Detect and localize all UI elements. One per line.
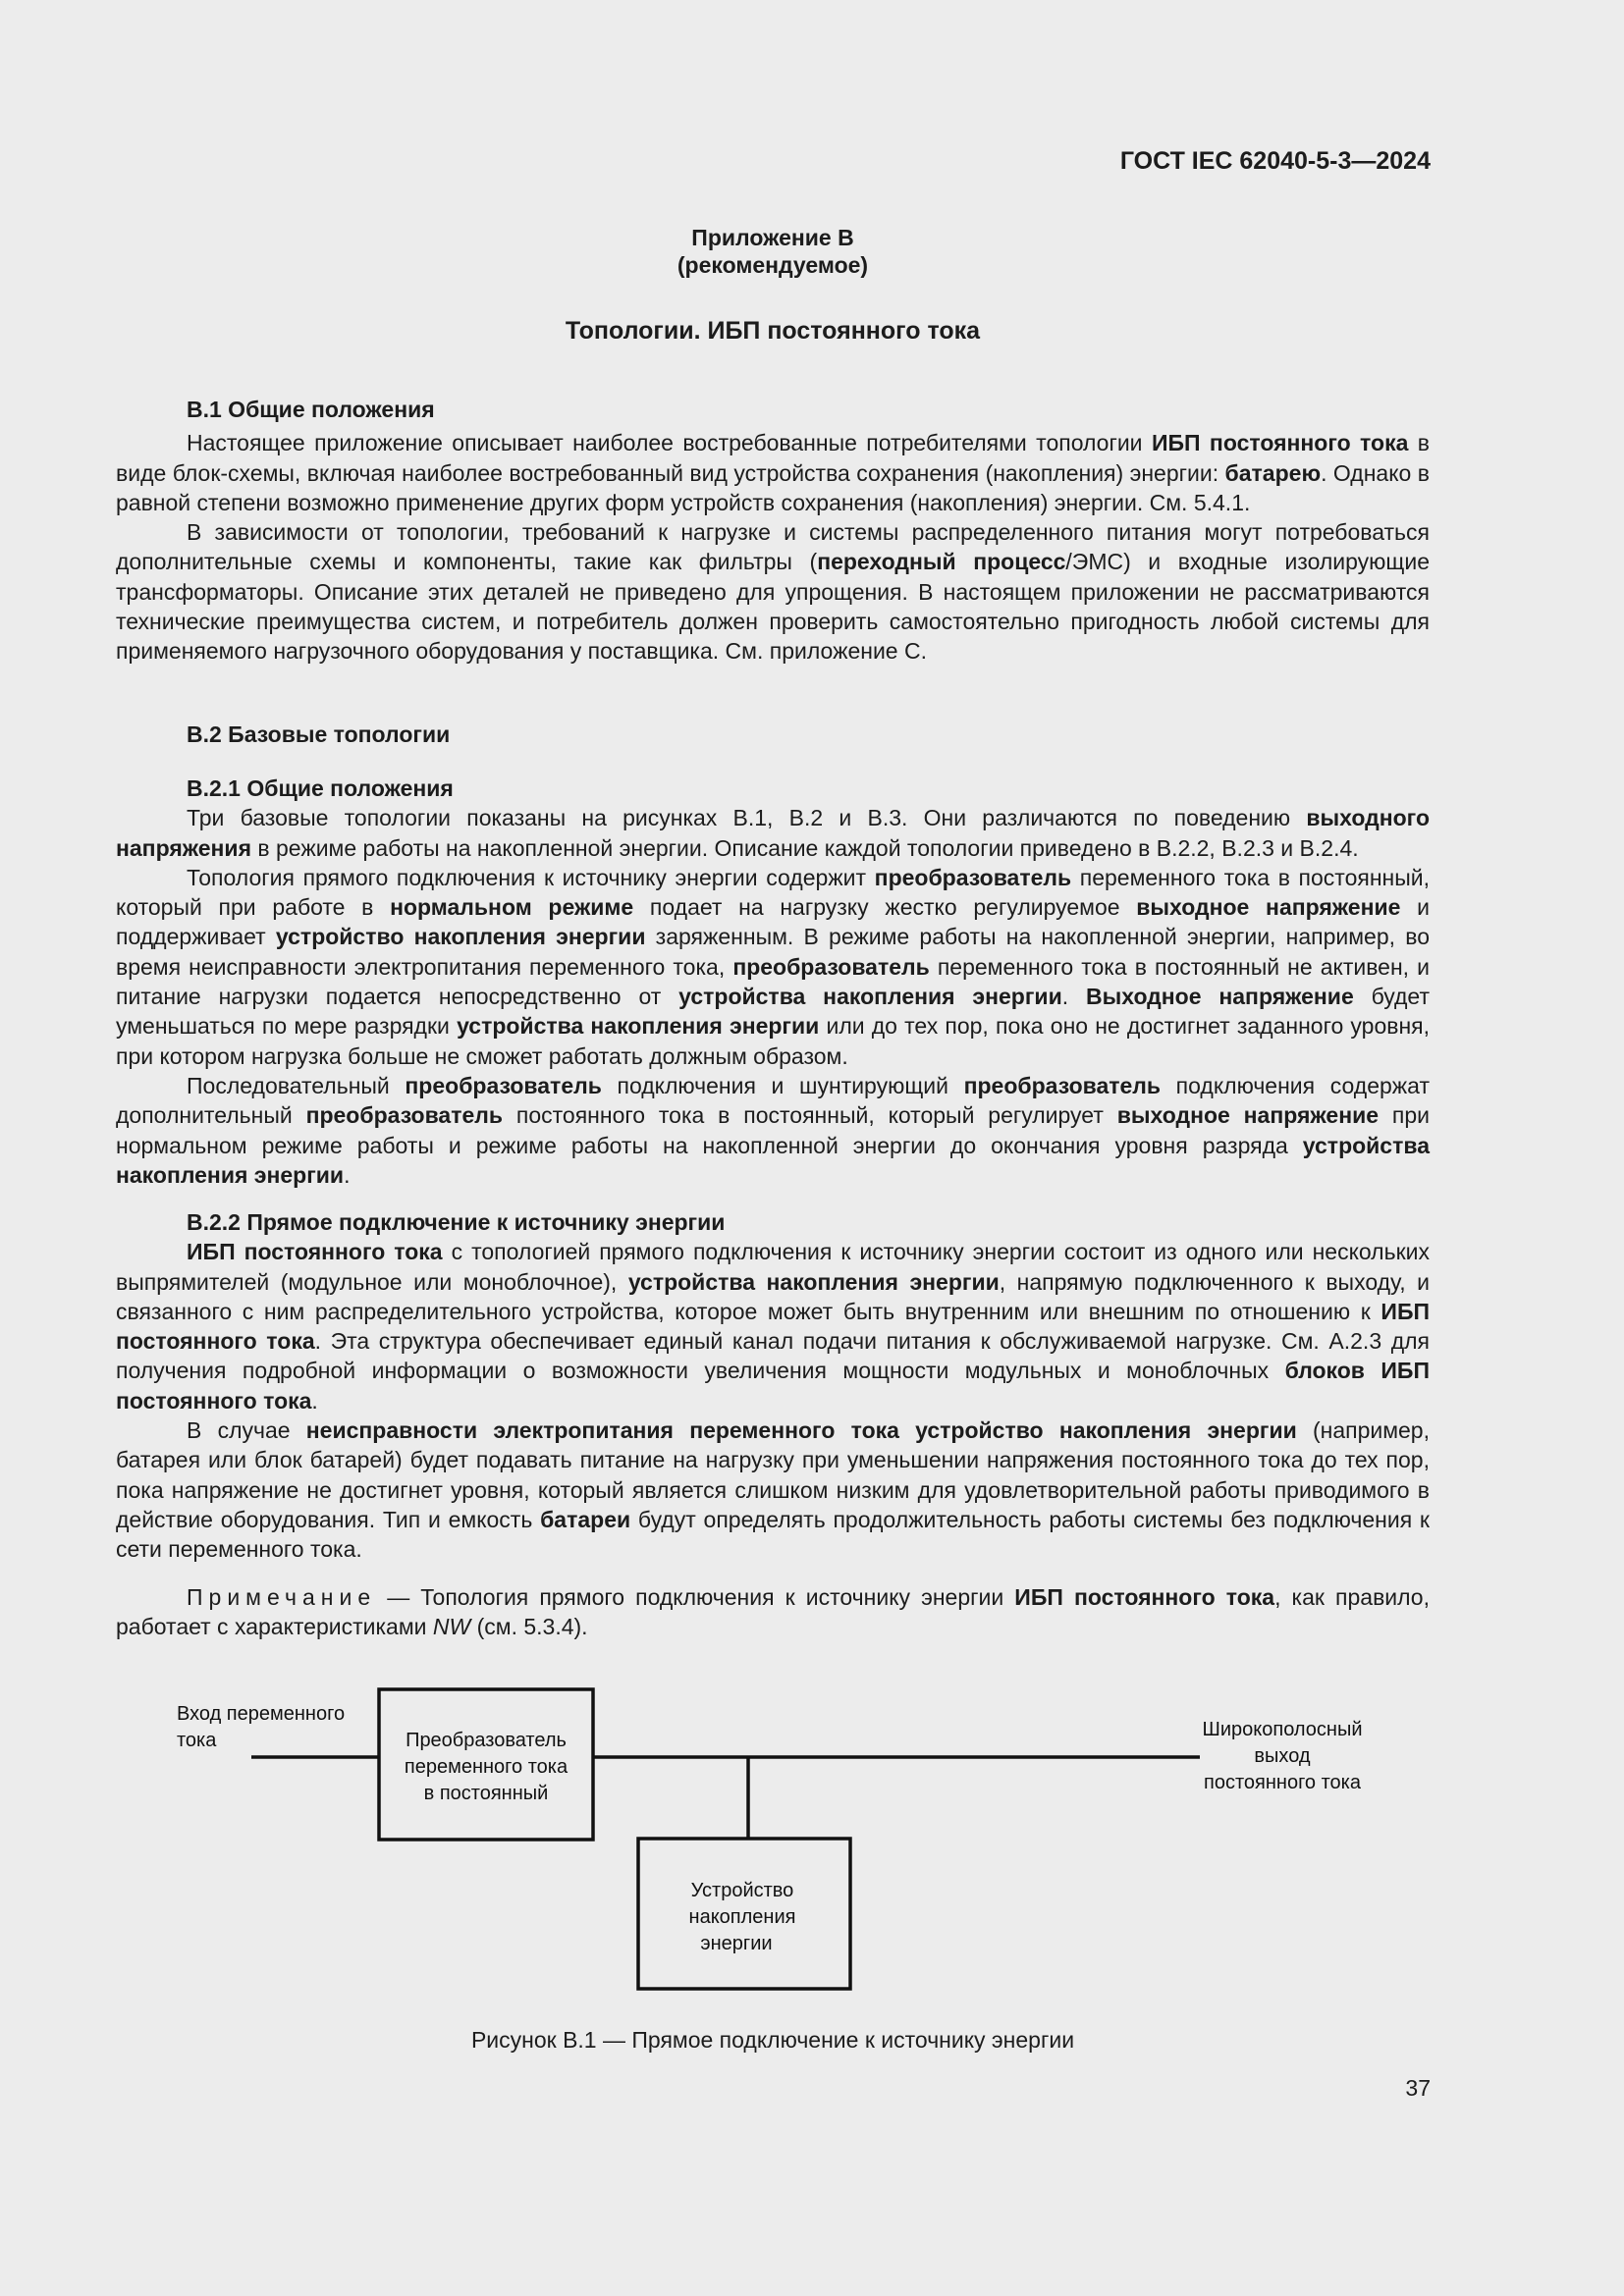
text-run: заряженным. В режиме работы на накопленной энергии, например, во время неисправности электропитания переменного тока, [116, 924, 1430, 980]
bold-term: Выходное напряжение [1085, 984, 1354, 1010]
bold-term: устройства накопления энергии [678, 984, 1062, 1010]
bold-term: устройства накопления энергии [457, 1013, 820, 1040]
text-run: подает на нагрузку жестко регулируемое [633, 894, 1137, 921]
text-run: , как правило, работает с характеристиками [116, 1584, 1430, 1640]
bold-term: выходного напряжения [116, 805, 1430, 861]
text-run: . [1061, 984, 1086, 1010]
figure-caption: Рисунок В.1 — Прямое подключение к источнику энергии [470, 2027, 1075, 2053]
converter-label-line1: Преобразователь [406, 1730, 567, 1751]
storage-label-line2: накопления [688, 1906, 796, 1928]
text-run: постоянного тока в постоянный, который регулирует [503, 1102, 1117, 1129]
converter-label-line2: переменного тока [404, 1756, 568, 1778]
text-run: . [311, 1387, 318, 1414]
bold-term: нормальном режиме [390, 894, 634, 921]
bold-term: преобразователь [874, 864, 1072, 890]
text-run: переменного тока в постоянный не активен, и питание нагрузки подается непосредственно от [116, 953, 1430, 1010]
text-run: В зависимости от топологии, требований к нагрузке и системы распределенного питания могут потребоваться дополнительные схемы и компоненты, такие как фильтры ( [116, 519, 1430, 575]
bold-term: ИБП постоянного тока [116, 1298, 1430, 1355]
text-run: подключения и шунтирующий [601, 1072, 964, 1098]
output-label-line2: выход [1254, 1745, 1311, 1767]
bold-term: преобразователь [732, 953, 930, 980]
text-run: в режиме работы на накопленной энергии. Описание каждой топологии приведено в В.2.2, В.2.3 и В.2.4. [251, 834, 1359, 861]
note-label: Примечание [187, 1584, 377, 1610]
section-heading-b1: В.1 Общие положения [187, 397, 435, 422]
bold-term: ИБП постоянного тока [1151, 430, 1409, 456]
text-run: , напрямую подключенного к выходу, и связанного с ним распределительного устройства, которое может быть внутренним или внешним по отношению к [116, 1268, 1430, 1324]
bold-term: устройство накопления энергии [275, 924, 646, 950]
note-dash: — [376, 1584, 421, 1610]
text-run: будут определять продолжительность работы системы без подключения к сети переменного тока. [116, 1506, 1430, 1563]
bold-term: выходное напряжение [1116, 1102, 1380, 1129]
text-run: NW [432, 1614, 471, 1640]
bold-term: переходный процесс [817, 549, 1066, 575]
bold-term: неисправности электропитания переменного тока устройство накопления энергии [305, 1417, 1297, 1444]
text-run: и поддерживает [116, 894, 1430, 950]
page-number: 37 [1405, 2075, 1431, 2101]
bold-term: ИБП постоянного тока [187, 1239, 443, 1265]
bold-term: устройства накопления энергии [627, 1268, 1000, 1295]
section-heading-b22: В.2.2 Прямое подключение к источнику энергии [187, 1209, 726, 1235]
text-run: /ЭМС) и входные изолирующие трансформаторы. Описание этих деталей не приведено для упрощения. В настоящем приложении не рассматриваются технические преимущества систем, и потребитель должен проверить самостоятельно пригодность любой системы для применяемого нагрузочного оборудования у поставщика. См. приложение С. [116, 549, 1430, 665]
input-label-line1: Вход переменного [177, 1703, 346, 1725]
text-run: Настоящее приложение описывает наиболее востребованные потребителями топологии [187, 430, 1152, 456]
text-run: Три базовые топологии показаны на рисунках В.1, В.2 и В.3. Они различаются по поведению [187, 805, 1307, 831]
text-run: Топология прямого подключения к источнику энергии [420, 1584, 1015, 1610]
section-heading-b21: В.2.1 Общие положения [187, 775, 454, 801]
converter-label-line3: в постоянный [423, 1783, 549, 1804]
output-label-line3: постоянного тока [1204, 1772, 1361, 1793]
text-run: . Однако в равной степени возможно применение других форм устройств сохранения (накопления) энергии. См. 5.4.1. [116, 459, 1430, 515]
text-run: В случае [187, 1417, 306, 1444]
document-header-standard: ГОСТ IEC 62040-5-3—2024 [1119, 147, 1431, 175]
text-run: (см. 5.3.4). [470, 1614, 588, 1640]
storage-label-line3: энергии [700, 1933, 773, 1954]
text-run: . [344, 1161, 351, 1188]
text-run: (например, батарея или блок батарей) будет подавать питание на нагрузку при уменьшении напряжения постоянного тока до тех пор, пока напряжение не достигнет уровня, который является слишком низким для удовлетворительной работы приводимого в действие оборудования. Тип и емкость [116, 1417, 1430, 1532]
text-run: переменного тока в постоянный, который при работе в [116, 864, 1430, 921]
section-heading-b2: В.2 Базовые топологии [187, 721, 451, 747]
text-run: будет уменьшаться по мере разрядки [116, 984, 1430, 1040]
appendix-subject: Топологии. ИБП постоянного тока [565, 317, 981, 345]
appendix-title: Приложение В [691, 225, 854, 250]
text-run: в виде блок-схемы, включая наиболее востребованный вид устройства сохранения (накопления) энергии: [116, 430, 1430, 486]
text-run: при нормальном режиме работы и режиме работы на накопленной энергии до окончания уровня разряда [116, 1102, 1430, 1158]
storage-label-line1: Устройство [690, 1880, 794, 1901]
appendix-status: (рекомендуемое) [677, 252, 869, 278]
output-label-line1: Широкополосный [1202, 1719, 1363, 1740]
bold-term: батареи [540, 1506, 631, 1532]
bold-term: преобразователь [963, 1072, 1162, 1098]
bold-term: выходное напряжение [1136, 894, 1401, 921]
bold-term: ИБП постоянного тока [1014, 1584, 1275, 1610]
bold-term: устройства накопления энергии [116, 1132, 1430, 1188]
input-label-line2: тока [177, 1730, 217, 1751]
text-run: . Эта структура обеспечивает единый канал подачи питания к обслуживаемой нагрузке. См. А.2.3 для получения подробной информации о возможности увеличения мощности модульных и моноблочных [116, 1328, 1430, 1384]
bold-term: преобразователь [305, 1102, 504, 1129]
bold-term: блоков ИБП постоянного тока [116, 1358, 1430, 1414]
text-run: подключения содержат дополнительный [116, 1072, 1430, 1129]
bold-term: батарею [1224, 459, 1322, 486]
bold-term: преобразователь [405, 1072, 602, 1098]
text-run: Последовательный [187, 1072, 406, 1098]
text-run: или до тех пор, пока оно не достигнет заданного уровня, при котором нагрузка больше не сможет работать должным образом. [116, 1013, 1431, 1069]
text-run: Топология прямого подключения к источнику энергии содержит [187, 864, 875, 890]
text-run: с топологией прямого подключения к источнику энергии состоит из одного или нескольких выпрямителей (модульное или моноблочное), [116, 1239, 1430, 1295]
